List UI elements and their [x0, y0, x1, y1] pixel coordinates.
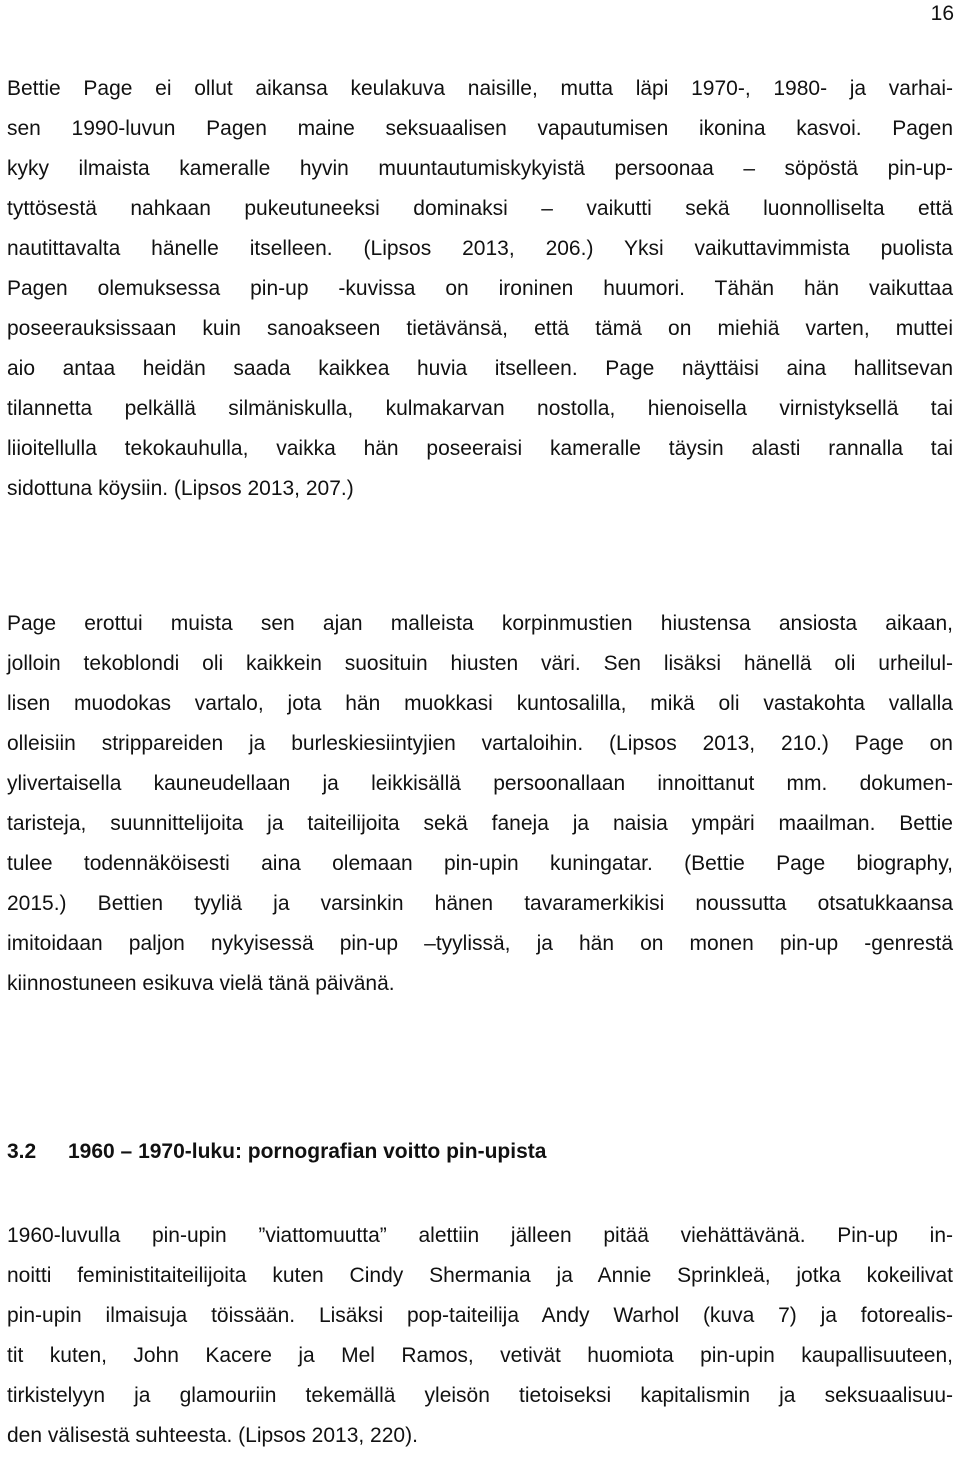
text-line: tirkistelyyn ja glamouriin tekemällä yleisön tietoiseksi kapitalismin ja seksuaalisuu-: [7, 1384, 953, 1407]
text-line: kiinnostuneen esikuva vielä tänä päivänä.: [7, 972, 395, 995]
text-line: ylivertaisella kauneudellaan ja leikkisällä persoonallaan innoittanut mm. dokumen-: [7, 772, 953, 795]
text-line: aio antaa heidän saada kaikkea huvia itselleen. Page näyttäisi aina hallitsevan: [7, 357, 953, 380]
text-line: pin-upin ilmaisuja töissään. Lisäksi pop-taiteilija Andy Warhol (kuva 7) ja fotorealis-: [7, 1304, 953, 1327]
text-line: sidottuna köysiin. (Lipsos 2013, 207.): [7, 477, 354, 500]
text-line: 2015.) Bettien tyyliä ja varsinkin hänen tavaramerkikisi noussutta otsatukkaansa: [7, 892, 953, 915]
text-line: tulee todennäköisesti aina olemaan pin-upin kuningatar. (Bettie Page biography,: [7, 852, 953, 875]
text-line: 1960-luvulla pin-upin ”viattomuutta” alettiin jälleen pitää viehättävänä. Pin-up in-: [7, 1224, 953, 1247]
text-line: Pagen olemuksessa pin-up -kuvissa on ironinen huumori. Tähän hän vaikuttaa: [7, 277, 953, 300]
body-paragraph-2: [7, 604, 953, 1004]
text-line: imitoidaan paljon nykyisessä pin-up –tyylissä, ja hän on monen pin-up -genrestä: [7, 932, 953, 955]
text-line: Bettie Page ei ollut aikansa keulakuva naisille, mutta läpi 1970-, 1980- ja varhai-: [7, 77, 953, 100]
section-title: 1960 – 1970-luku: pornografian voitto pin-upista: [68, 1140, 547, 1163]
text-line: den välisestä suhteesta. (Lipsos 2013, 220).: [7, 1424, 418, 1447]
body-paragraph-3: [7, 1216, 953, 1456]
text-line: kyky ilmaista kameralle hyvin muuntautumiskykyistä persoonaa – söpöstä pin-up-: [7, 157, 953, 180]
text-line: liioitellulla tekokauhulla, vaikka hän poseeraisi kameralle täysin alasti rannalla tai: [7, 437, 953, 460]
text-line: sen 1990-luvun Pagen maine seksuaalisen vapautumisen ikonina kasvoi. Pagen: [7, 117, 953, 140]
body-paragraph-1: [7, 69, 953, 509]
text-line: Page erottui muista sen ajan malleista korpinmustien hiustensa ansiosta aikaan,: [7, 612, 953, 635]
text-line: poseerauksissaan kuin sanoakseen tietävänsä, että tämä on miehiä varten, muttei: [7, 317, 953, 340]
text-line: olleisiin strippareiden ja burleskiesiintyjien vartaloihin. (Lipsos 2013, 210.) Page on: [7, 732, 953, 755]
section-heading: [7, 1135, 546, 1169]
page-number: 16: [930, 2, 954, 25]
text-line: lisen muodokas vartalo, jota hän muokkasi kuntosalilla, mikä oli vastakohta vallalla: [7, 692, 953, 715]
text-line: nautittavalta hänelle itselleen. (Lipsos 2013, 206.) Yksi vaikuttavimmista puolista: [7, 237, 953, 260]
section-number: 3.2: [7, 1140, 37, 1163]
text-line: tilannetta pelkällä silmäniskulla, kulmakarvan nostolla, hienoisella virnistyksellä tai: [7, 397, 953, 420]
text-line: taristeja, suunnittelijoita ja taiteilijoita sekä faneja ja naisia ympäri maailman. Bettie: [7, 812, 953, 835]
text-line: tit kuten, John Kacere ja Mel Ramos, vetivät huomiota pin-upin kaupallisuuteen,: [7, 1344, 953, 1367]
text-line: tyttösestä nahkaan pukeutuneeksi dominaksi – vaikutti sekä luonnolliselta että: [7, 197, 953, 220]
text-line: jolloin tekoblondi oli kaikkein suosituin hiusten väri. Sen lisäksi hänellä oli urheilul-: [7, 652, 953, 675]
text-line: noitti feministitaiteilijoita kuten Cindy Shermania ja Annie Sprinkleä, jotka kokeilivat: [7, 1264, 953, 1287]
